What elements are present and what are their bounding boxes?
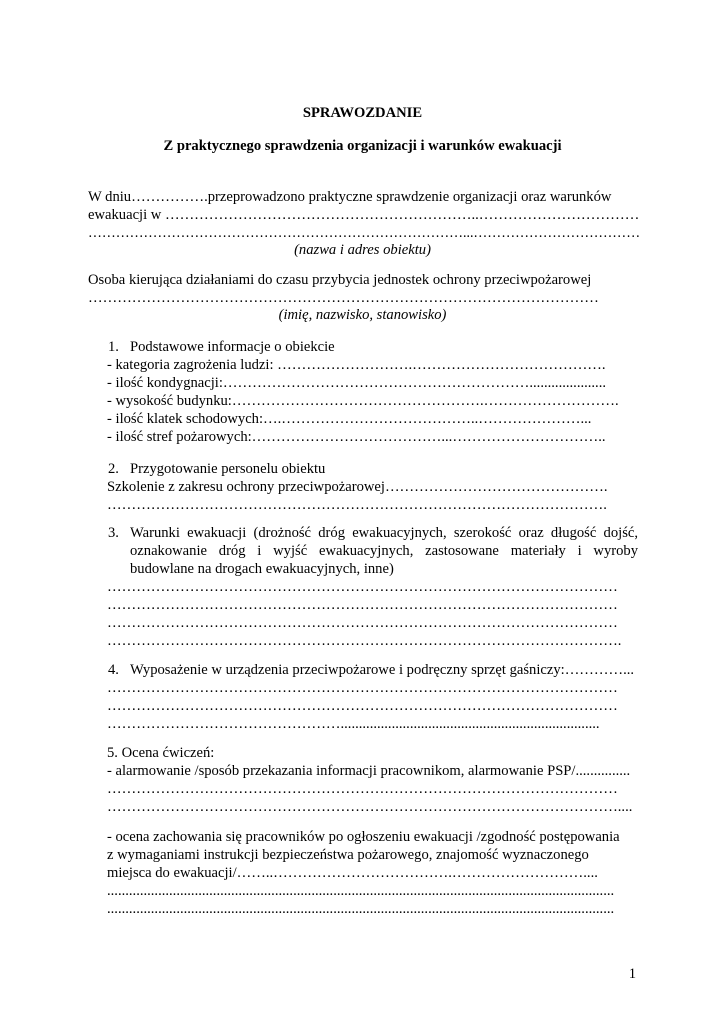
section-4-dots: …………………………………………………………………………………………… bbox=[107, 698, 618, 714]
intro-line-2: ewakuacji w ………………………………………………………..…………………………… bbox=[88, 207, 640, 223]
intro-line-3: ………………………………………………………………………...……………………………… bbox=[88, 225, 641, 241]
section-2-number: 2. bbox=[108, 461, 119, 477]
section-5-behavior-line-3: miejsca do ewakuacji/……..……………………………….……………………….... bbox=[107, 865, 598, 881]
section-5-alarm: - alarmowanie /sposób przekazania informacji pracownikom, alarmowanie PSP/............... bbox=[107, 763, 631, 779]
section-3-dots: ……………………………………………………………………………………………. bbox=[107, 633, 622, 649]
section-2-heading: Przygotowanie personelu obiektu bbox=[130, 461, 326, 477]
section-1-item: - wysokość budynku:…………………………………………….………………………. bbox=[107, 393, 619, 409]
section-1-heading: Podstawowe informacje o obiekcie bbox=[130, 339, 335, 355]
section-3-heading-line-2: oznakowanie dróg i wyjść ewakuacyjnych, zastosowane materiały i wyroby bbox=[130, 543, 638, 559]
document-title: SPRAWOZDANIE bbox=[302, 105, 423, 121]
section-3-number: 3. bbox=[108, 525, 119, 541]
section-1-item: - ilość stref pożarowych:…………………………………...………………………….. bbox=[107, 429, 606, 445]
section-4-dots: …………………………………………....................................................................... bbox=[107, 716, 600, 732]
intro-line-1: W dniu…………….przeprowadzono praktyczne sprawdzenie organizacji oraz warunków bbox=[88, 189, 612, 205]
section-5-behavior-dots: ........................................................................................................................................... bbox=[107, 883, 615, 899]
person-line-2: …………………………………………………………………………………………… bbox=[88, 290, 599, 306]
section-3-dots: …………………………………………………………………………………………… bbox=[107, 579, 618, 595]
section-1-item: - kategoria zagrożenia ludzi: ……………………….…………………………………. bbox=[107, 357, 606, 373]
section-3-dots: …………………………………………………………………………………………… bbox=[107, 597, 618, 613]
section-2-line-1: Szkolenie z zakresu ochrony przeciwpożarowej………………………………………. bbox=[107, 479, 608, 495]
section-3-dots: …………………………………………………………………………………………… bbox=[107, 615, 618, 631]
section-3-heading-line-3: budowlane na drogach ewakuacyjnych, inne) bbox=[130, 561, 394, 577]
section-2-line-2: …………………………………………………………………………………………. bbox=[107, 497, 607, 513]
section-4-number: 4. bbox=[108, 662, 119, 678]
section-5-behavior-line-2: z wymaganiami instrukcji bezpieczeństwa pożarowego, znajomość wyznaczonego bbox=[107, 847, 589, 863]
section-4-heading: Wyposażenie w urządzenia przeciwpożarowe i podręczny sprzęt gaśniczy:…………... bbox=[130, 662, 635, 678]
intro-caption: (nazwa i adres obiektu) bbox=[294, 242, 431, 258]
person-line-1: Osoba kierująca działaniami do czasu przybycia jednostek ochrony przeciwpożarowej bbox=[88, 272, 592, 288]
person-caption: (imię, nazwisko, stanowisko) bbox=[278, 307, 447, 323]
page-number: 1 bbox=[628, 966, 636, 982]
section-1-number: 1. bbox=[108, 339, 119, 355]
section-5-behavior-dots: ........................................................................................................................................... bbox=[107, 901, 615, 917]
document-subtitle: Z praktycznego sprawdzenia organizacji i warunków ewakuacji bbox=[163, 138, 562, 154]
section-5-alarm-dots: …………………………………………………………………………………………… bbox=[107, 781, 618, 797]
section-1-item: - ilość klatek schodowych:….…………………………………..…………………... bbox=[107, 411, 592, 427]
section-5-behavior-line-1: - ocena zachowania się pracowników po ogłoszeniu ewakuacji /zgodność postępowania bbox=[107, 829, 620, 845]
section-5-alarm-dots: …………………………………………………………………………………………….... bbox=[107, 799, 633, 815]
section-1-item: - ilość kondygnacji:………………………………………………………..................... bbox=[107, 375, 607, 391]
section-5-heading: 5. Ocena ćwiczeń: bbox=[107, 745, 215, 761]
section-4-dots: …………………………………………………………………………………………… bbox=[107, 680, 618, 696]
section-3-heading-line-1: Warunki ewakuacji (drożność dróg ewakuacyjnych, szerokość oraz długość dojść, bbox=[130, 525, 638, 541]
